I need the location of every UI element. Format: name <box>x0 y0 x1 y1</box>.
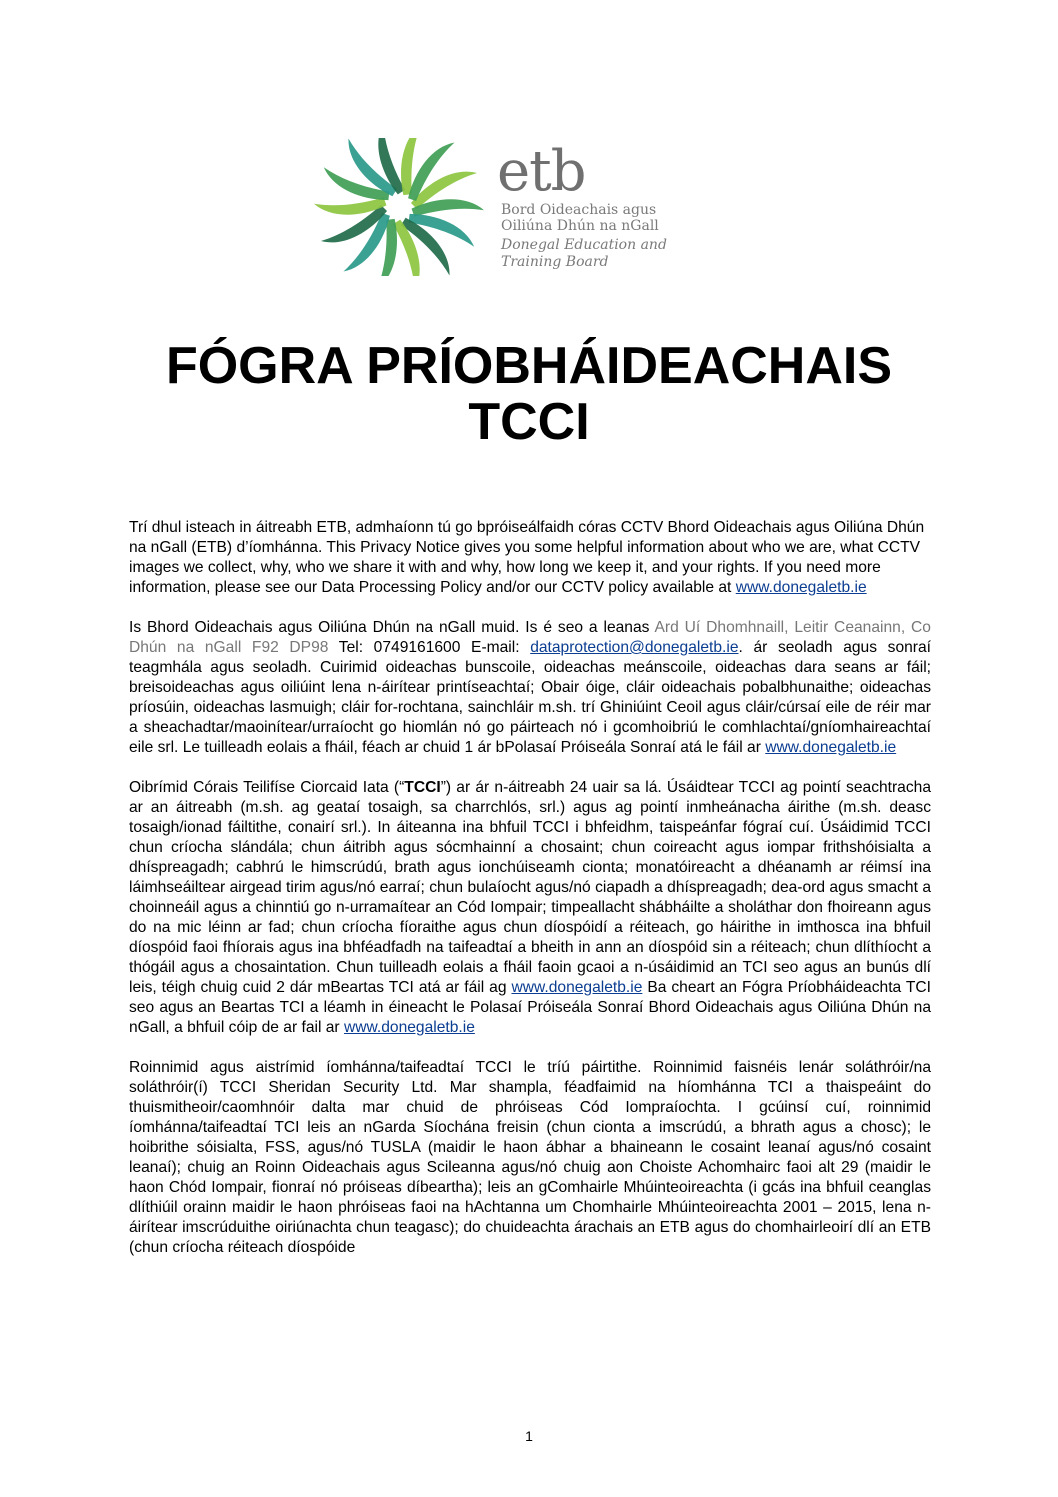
title-line-1: FÓGRA PRÍOBHÁIDEACHAIS <box>165 337 893 395</box>
paragraph-cctv-use <box>129 778 931 1038</box>
etb-logo <box>311 138 691 276</box>
cctv-text-a: Oibrímid Córais Teilifíse Ciorcaid Iata (“ <box>129 779 405 796</box>
about-text-a: Is Bhord Oideachais agus Oiliúna Dhún na nGall muid. Is é seo a leanas <box>129 619 655 636</box>
website-link[interactable]: www.donegaletb.ie <box>765 739 897 756</box>
cctv-text-c: Ba cheart an Fógra Príobháideachta TCI seo agus an Beartas TCI a léamh in éineacht le Polasaí Próiseála Sonraí Bhord Oideachais agus Oiliúna Dhún na nGall, a bhfuil cóip de ar fail ar <box>129 979 931 1036</box>
cctv-text-b: ”) ar ár n-áitreabh 24 uair sa lá. Úsáidtear TCCI ag pointí seachtracha ar an áitreabh (m.sh. ag geataí tosaigh, sa charrchlós, srl.) agus ag pointí inmheánacha áirithe (m.sh. deasc tosaigh/ionad fáiltithe, conairí srl.). In áiteanna ina bhfuil TCCI i bhfeidhm, taispeánfar fógraí cuí. Úsáidimid TCCI chun críocha slándála; chun áitribh agus sócmhainní a chosaint; chun coireacht agus iompar frithshóisialta a dhíspreagadh; cabhrú le himscrúdú, brath agus ionchúiseamh cionta; monatóireacht a dhéanamh ar réimsí ina láimhseáiltear airgead tirim agus/nó earraí; chun bulaíocht agus/nó ciapadh a dhíspreagadh; dea-ord agus smacht a choinneáil agus a chinntiú go n-urramaítear an Cód Iompair; timpeallacht shábháilte a sholáthar don fhoireann agus do na mic léinn ar fad; chun críocha fíoraithe agus chun díospóidí a réiteach, go háirithe in imthosca ina bhfuil díospóid faoi fhíorais agus ina bhféadfadh na taifeadtaí a bheith in ann an díospóid sin a réiteach; chun dlíthíocht a thógáil agus a chosaintation. Chun tuilleadh eolais a fháil faoin gcaoi a n-úsáidimid an TCI seo agus an bunús dlí leis, téigh chuig cuid 2 dár mBeartas TCI atá ar fáil ag <box>129 779 931 996</box>
logo-line-4: Training Board <box>501 254 609 270</box>
logo-wordmark: etb <box>497 139 586 204</box>
logo-line-3: Donegal Education and <box>501 237 667 253</box>
sharing-text: Roinnimid agus aistrímid íomhánna/taifeadtaí TCCI le tríú páirtithe. Roinnimid faisnéis lenár soláthróir/na soláthróir(í) TCCI Sheridan Security Ltd. Mar shampla, féadfaimid na híomhánna TCI a thaispeáint do thuismitheoir/caomhnóir dalta mar chuid de phróiseas Cód Iompraíochta. I gcúinsí cuí, roinnimid íomhánna/taifeadtaí TCI leis an nGarda Síochána freisin (chun cionta a imscrúdú, a bhrath agus a chosc); le hoibrithe sóisialta, FSS, agus/nó TUSLA (maidir le haon ábhar a bhaineann le cosaint leanaí agus/nó cosaint leanaí); chuig an Roinn Oideachais agus Scileanna agus/nó chuig aon Choiste Achomhairc faoi alt 29 (maidir le haon Chód Iompair, fionraí nó próiseas díbeartha); leis an gComhairle Mhúinteoireachta (i gcás ina bhfuil ceanglas dlíthiúil orainn maidir le haon phróiseas faoi na hAchtanna um Chomhairle Mhúinteoireachta 2001 – 2015, lena n-áirítear imscrúduithe oiriúnachta chun teagasc); do chuideachta árachais an ETB agus do chomhairleoirí dlí an ETB (chun críocha réiteach díospóide <box>129 1059 931 1256</box>
paragraph-intro-text: Trí dhul isteach in áitreabh ETB, admhaíonn tú go bpróiseálfaidh córas CCTV Bhord Oideachais agus Oiliúna Dhún na nGall (ETB) d’íomhánna. This Privacy Notice gives you some helpful information about who we are, what CCTV images we collect, why, who we share it with and why, how long we keep it, and your rights. If you need more information, please see our Data Processing Policy and/or our CCTV policy available at <box>129 519 925 596</box>
page-number: 1 <box>525 1428 533 1444</box>
document-body <box>129 518 931 1278</box>
etb-swirl-icon <box>311 138 487 276</box>
about-text-b: Tel: 0749161600 E-mail: <box>328 639 531 656</box>
address-text: Ard Uí Dhomhnaill, Leitir Ceanainn, Co Dhún na nGall F92 DP98 <box>129 619 931 656</box>
website-link[interactable]: www.donegaletb.ie <box>735 579 867 596</box>
paragraph-about-us <box>129 618 931 758</box>
website-link[interactable]: www.donegaletb.ie <box>343 1019 475 1036</box>
logo-line-1: Bord Oideachais agus <box>501 202 657 218</box>
logo-line-2: Oiliúna Dhún na nGall <box>501 218 659 234</box>
paragraph-sharing <box>129 1058 931 1258</box>
about-text-c: . ár seoladh agus sonraí teagmhála agus seoladh. Cuirimid oideachas bunscoile, oideachas meánscoile, oideachas dara seans ar fáil; breisoideachas agus oiliúint lena n-áirítear printíseachtaí; Obair óige, cláir oideachais pobalbhunaithe; oideachas príosúin, oideachas lasmuigh; cláir for-rochtana, sainchláir m.sh. trí Ghiniúint Ceoil agus cláir/cúrsaí eile de réir mar a sheachadtar/maoinítear/urraíocht go hiomlán nó go páirteach nó i gcomhoibriú le comhlachtaí/gníomhaireachtaí eile srl. Le tuilleadh eolais a fháil, féach ar chuid 1 ár bPolasaí Próiseála Sonraí atá le fáil ar <box>129 639 931 756</box>
page-title <box>0 338 1058 450</box>
title-line-2: TCCI <box>468 393 590 451</box>
paragraph-intro <box>129 518 931 598</box>
email-link[interactable]: dataprotection@donegaletb.ie <box>530 639 739 656</box>
website-link[interactable]: www.donegaletb.ie <box>511 979 643 996</box>
tcci-bold: TCCI <box>404 779 441 796</box>
